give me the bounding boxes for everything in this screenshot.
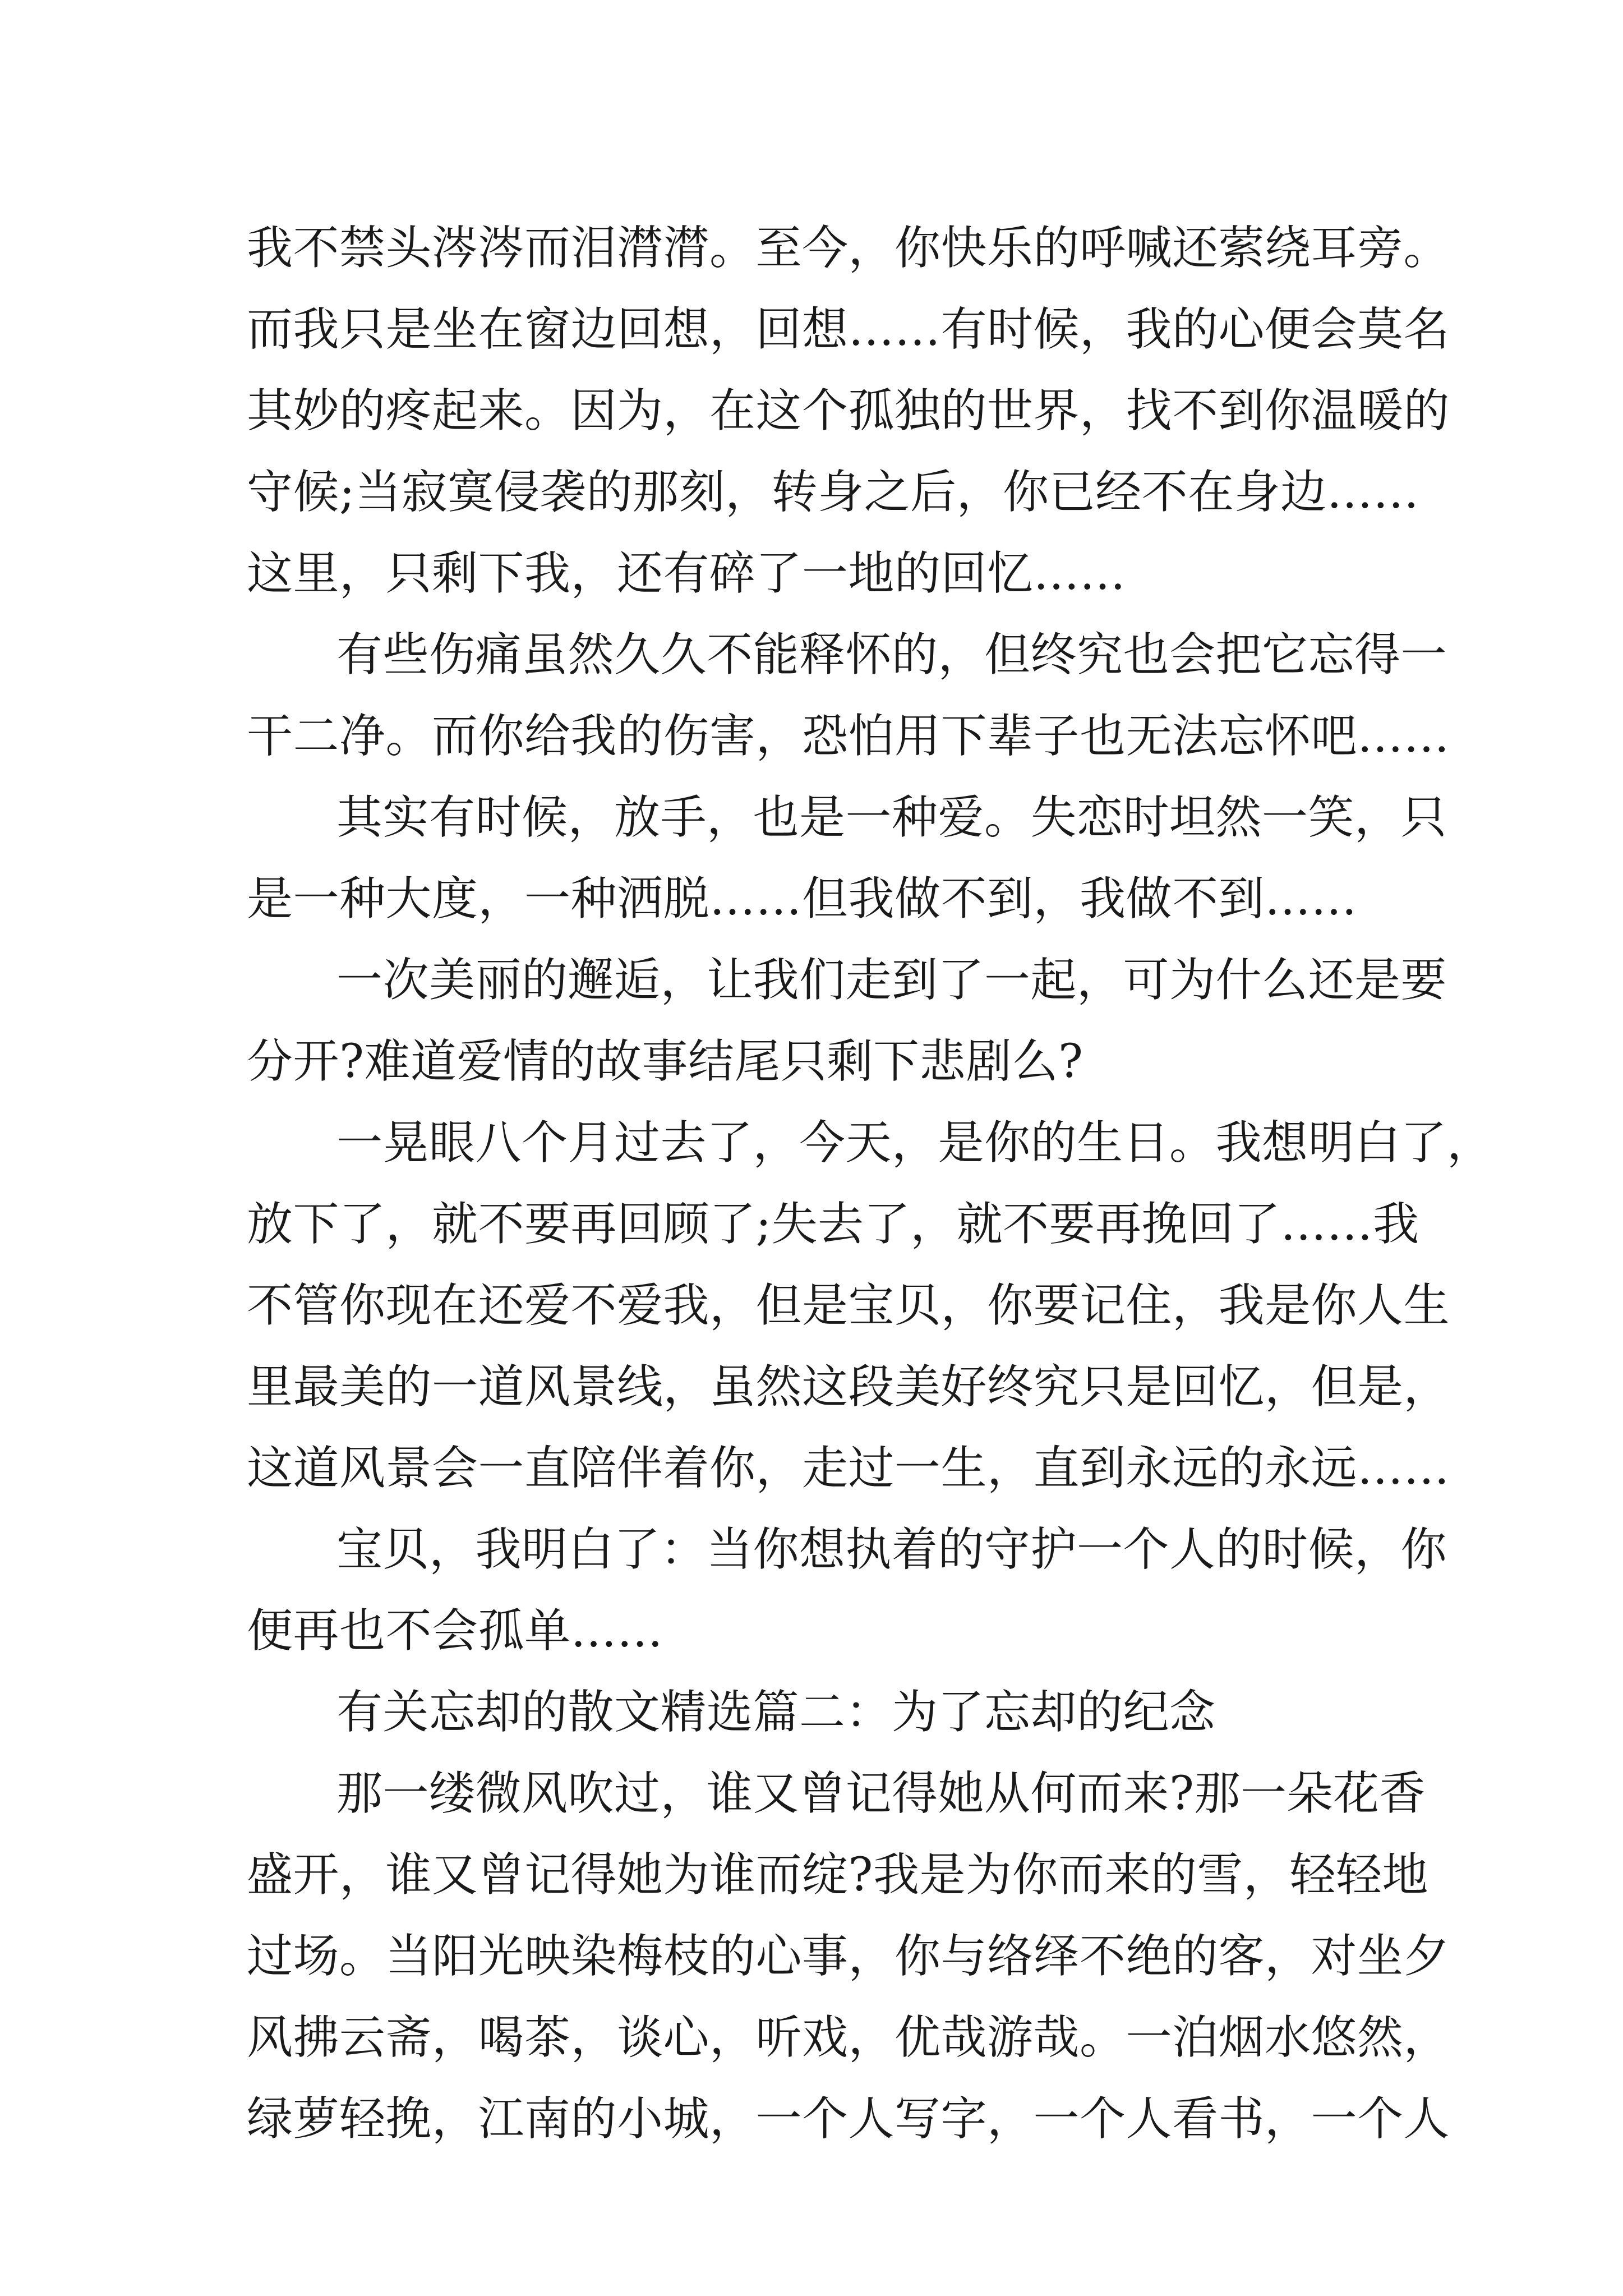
text-line: 其实有时候，放手，也是一种爱。失恋时坦然一笑，只 xyxy=(336,791,1447,844)
text-line: 宝贝，我明白了：当你想执着的守护一个人的时候，你 xyxy=(336,1523,1447,1576)
text-line: 是一种大度，一种洒脱……但我做不到，我做不到…… xyxy=(247,872,1358,926)
text-line: 其妙的疼起来。因为，在这个孤独的世界，找不到你温暖的 xyxy=(247,384,1450,438)
text-line: 一次美丽的邂逅，让我们走到了一起，可为什么还是要 xyxy=(336,954,1447,1007)
text-line: 一晃眼八个月过去了，今天，是你的生日。我想明白了， xyxy=(336,1116,1493,1170)
text-line: 守候;当寂寞侵袭的那刻，转身之后，你已经不在身边…… xyxy=(247,466,1419,519)
text-line: 这里，只剩下我，还有碎了一地的回忆…… xyxy=(247,547,1126,600)
text-line: 过场。当阳光映染梅枝的心事，你与络绎不绝的客，对坐夕 xyxy=(247,1930,1450,1983)
text-line: 那一缕微风吹过，谁又曾记得她从何而来?那一朵花香 xyxy=(336,1767,1426,1820)
text-line: 我不禁头涔涔而泪潸潸。至今，你快乐的呼喊还萦绕耳旁。 xyxy=(247,222,1450,275)
text-line: 分开?难道爱情的故事结尾只剩下悲剧么? xyxy=(247,1035,1083,1088)
text-line: 不管你现在还爱不爱我，但是宝贝，你要记住，我是你人生 xyxy=(247,1279,1450,1332)
text-line: 绿萝轻挽，江南的小城，一个人写字，一个人看书，一个人 xyxy=(247,2092,1450,2146)
text-line: 便再也不会孤单…… xyxy=(247,1604,663,1658)
section-heading: 有关忘却的散文精选篇二：为了忘却的纪念 xyxy=(336,1686,1216,1739)
text-line: 而我只是坐在窗边回想，回想……有时候，我的心便会莫名 xyxy=(247,303,1450,356)
text-line: 有些伤痛虽然久久不能释怀的，但终究也会把它忘得一 xyxy=(336,628,1447,682)
text-line: 风拂云斋，喝茶，谈心，听戏，优哉游哉。一泊烟水悠然， xyxy=(247,2011,1450,2064)
text-line: 这道风景会一直陪伴着你，走过一生，直到永远的永远…… xyxy=(247,1442,1450,1495)
text-line: 里最美的一道风景线，虽然这段美好终究只是回忆，但是， xyxy=(247,1360,1450,1414)
document-body xyxy=(247,208,1493,2160)
text-line: 干二净。而你给我的伤害，恐怕用下辈子也无法忘怀吧…… xyxy=(247,710,1450,763)
text-line: 放下了，就不要再回顾了;失去了，就不要再挽回了……我 xyxy=(247,1198,1419,1251)
text-line: 盛开，谁又曾记得她为谁而绽?我是为你而来的雪，轻轻地 xyxy=(247,1848,1428,1902)
